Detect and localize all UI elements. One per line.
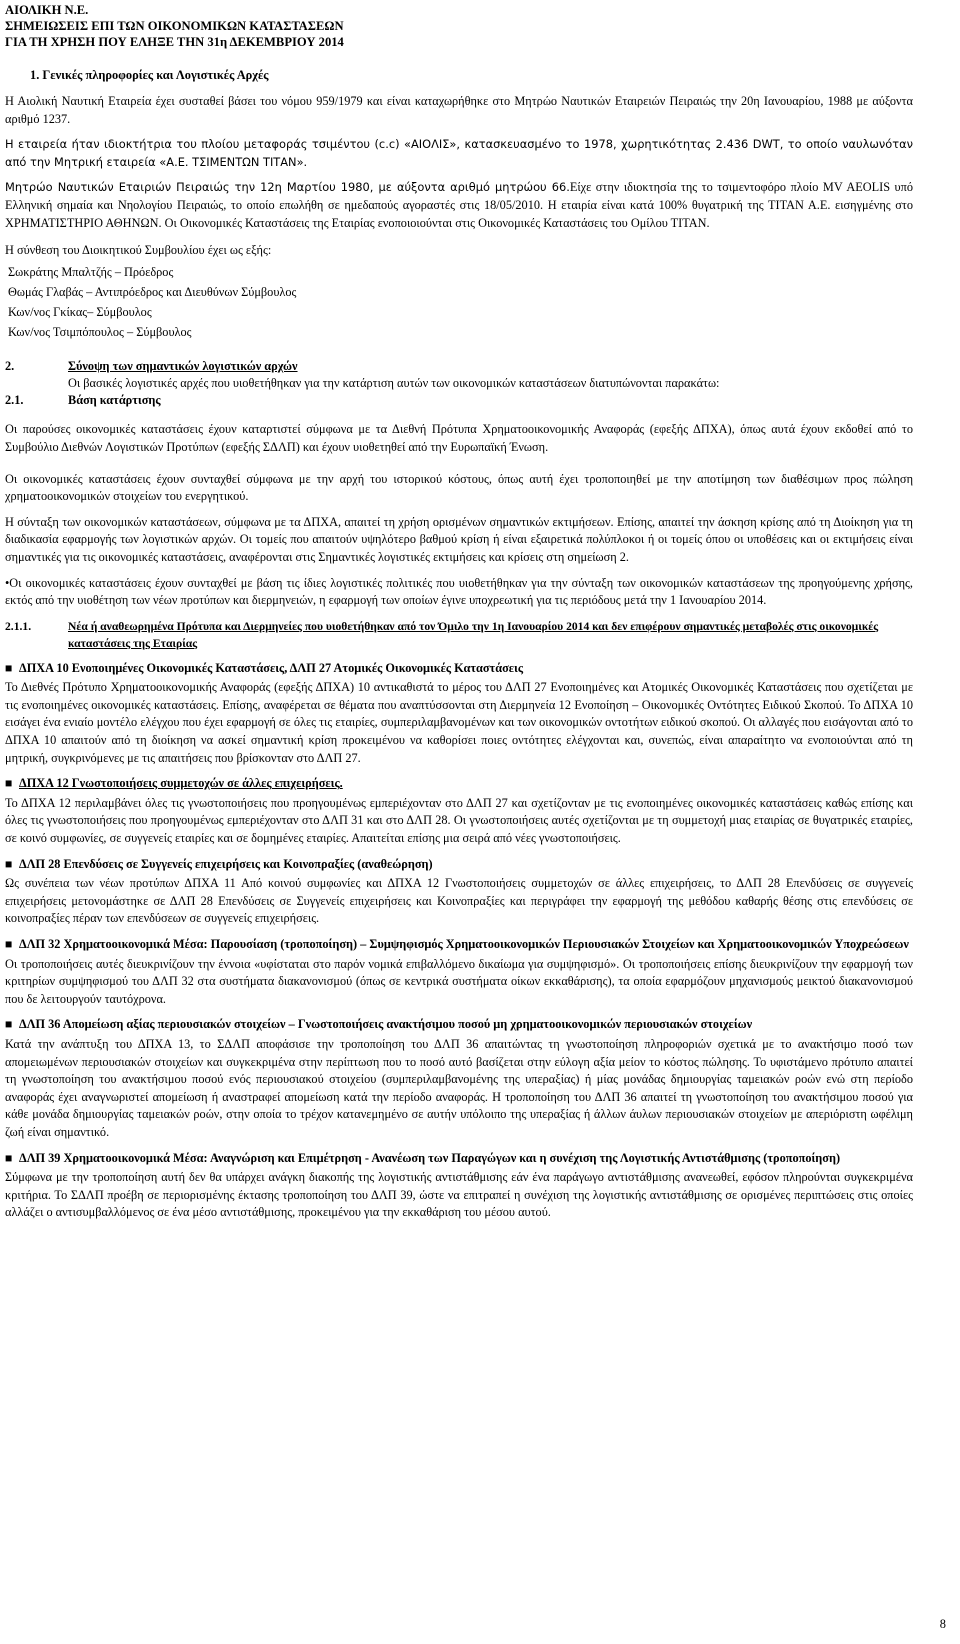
- standard-body-ias39: Σύμφωνα με την τροποποίηση αυτή δεν θα υπάρχει ανάγκη διακοπής της λογιστικής αντιστάθμισης εάν ένα παράγωγο αντιστάθμισης ανανεωθεί, εφόσον πληρούνται συγκεκριμένα κριτήρια. Το ΣΔΛΠ προέβη σε περιορισμένης έκτασης τροποποίηση του ΔΛΠ 39, ώστε να επιτραπεί η συνέχιση της λογιστικής αντιστάθμισης σε ορισμένες περιπτώσεις στις οποίες αλλάζει ο αντισυμβαλλόμενος σε ένα μέσο αντιστάθμισης, προκειμένου για την εκκαθάριση του μέσου αυτού.: [5, 1170, 913, 1220]
- basis-paragraph-3: Η σύνταξη των οικονομικών καταστάσεων, σύμφωνα με τα ΔΠΧΑ, απαιτεί τη χρήση ορισμένων σημαντικών εκτιμήσεων. Επίσης, απαιτεί την άσκηση κρίσης από τη Διοίκηση για τη διαδικασία εφαρμογής των λογιστικών αρχών. Οι τομείς που απαιτούν υψηλότερο βαθμού κρίση ή είναι εξαιρετικά πολύπλοκοι ή οι τομείς όπου οι υποθέσεις και οι εκτιμήσεις είναι σημαντικές για τις οικονομικές καταστάσεις, αναφέρονται στις Σημαντικές λογιστικές εκτιμήσεις και κρίσεις στη σημείωση 2.: [5, 514, 913, 564]
- board-member: Κων/νος Τσιμπόπουλος – Σύμβουλος: [8, 324, 192, 339]
- ownership-text: Είχε στην ιδιοκτησία της το τσιμεντοφόρο πλοίο MV AEOLIS υπό Ελληνική σημαία και Νηολογίου Πειραιώς, το οποίο επωλήθη σε ημεδαπούς αγοραστές στις 18/05/2010.: [5, 180, 913, 212]
- standard-title-text: ΔΠΧΑ 10 Ενοποιημένες Οικονομικές Καταστάσεις, ΔΛΠ 27 Ατομικές Οικονομικές Καταστάσεις: [19, 660, 524, 675]
- basis-paragraph-1: Οι παρούσες οικονομικές καταστάσεις έχουν καταρτιστεί σύμφωνα με τα Διεθνή Πρότυπα Χρηματοοικονομικής Αναφοράς (εφεξής ΔΠΧΑ), όπως αυτά έχουν εκδοθεί από το Συμβούλιο Διεθνών Λογιστικών Προτύπων (εφεξής ΣΔΛΠ) και έχουν υιοθετηθεί από την Ευρωπαϊκή Ένωση.: [5, 422, 913, 454]
- document-title-line-2: ΓΙΑ ΤΗ ΧΡΗΣΗ ΠΟΥ ΕΛΗΞΕ ΤΗΝ 31η ΔΕΚΕΜΒΡΙΟΥ 2014: [5, 35, 344, 49]
- bullet-icon: ■: [5, 776, 13, 791]
- section-2-number: 2.: [5, 358, 15, 373]
- section-1-title: 1. Γενικές πληροφορίες και Λογιστικές Αρχές: [30, 68, 269, 82]
- standard-title-ifrs10: [5, 660, 913, 678]
- standard-title-ias28: [5, 856, 913, 874]
- standard-body-ifrs10: Το Διεθνές Πρότυπο Χρηματοοικονομικής Αναφοράς (εφεξής ΔΠΧΑ) 10 αντικαθιστά το μέρος του ΔΛΠ 27 Ενοποιημένες και Ατομικές Οικονομικές Καταστάσεις που σχετίζεται με τις ενοποιημένες οικονομικές καταστάσεις. Επίσης, αναφέρεται σε θέματα που αναπτύσσονται στη Διερμηνεία 12 Ενοποίηση – Οικονομικές Οντότητες Ειδικού Σκοπού. Το ΔΠΧΑ 10 εισάγει ένα ενιαίο μοντέλο ελέγχου που έχει εφαρμογή σε όλες τις εταιρίες, συμπεριλαμβανομένων και των οικονομικών οντοτήτων ειδικού σκοπού. Οι αλλαγές που εισάγονται από το ΔΠΧΑ 10 απαιτούν από τη διοίκηση να ασκεί σημαντική κρίση προκειμένου να καθορίσει ποιες οντότητες ελέγχονται και, συνεπώς, είναι απαραίτητο να ενοποιούνται από τη μητρική, συγκρινόμενες με τις απαιτήσεις που βρίσκονταν στο ΔΛΠ 27.: [5, 680, 913, 765]
- company-name: ΑΙΟΛΙΚΗ Ν.Ε.: [5, 3, 89, 17]
- board-members-list: [8, 262, 913, 342]
- standard-title-ifrs12: [5, 775, 913, 793]
- document-content: [5, 2, 913, 1230]
- registry-text: Μητρώο Ναυτικών Εταιριών Πειραιώς την 12η Μαρτίου 1980, με αύξοντα αριθμό μητρώου 66.: [5, 180, 570, 195]
- standard-title-ias39: [5, 1150, 913, 1168]
- section-2-intro: Οι βασικές λογιστικές αρχές που υιοθετήθηκαν για την κατάρτιση αυτών των οικονομικών καταστάσεων διατυπώνονται παρακάτω:: [68, 375, 720, 390]
- board-member: Θωμάς Γλαβάς – Αντιπρόεδρος και Διευθύνων Σύμβουλος: [8, 284, 297, 299]
- section-2-1-1-number: 2.1.1.: [5, 619, 32, 633]
- bullet-icon: ■: [5, 856, 13, 871]
- section-1-paragraph-3: [5, 179, 913, 232]
- bullet-icon: ■: [5, 1017, 13, 1032]
- board-member: Κων/νος Γκίκας– Σύμβουλος: [8, 304, 152, 319]
- page-number: 8: [939, 1617, 946, 1631]
- standard-body-ias32: Οι τροποποιήσεις αυτές διευκρινίζουν την έννοια «υφίσταται στο παρόν νομικά επιβαλλόμενο δικαίωμα για συμψηφισμό». Οι τροποποιήσεις επίσης διευκρινίζουν την εφαρμογή των κριτηρίων συμψηφισμού του ΔΛΠ 32 στα συστήματα διακανονισμού (όπως σε κεντρικά συστήματα οίκων εκκαθάρισης), τα οποία εφαρμόζουν μηχανισμούς μεικτού διακανονισμού που δε λειτουργούν ταυτόχρονα.: [5, 956, 913, 1006]
- standard-title-text: ΔΛΠ 39 Χρηματοοικονομικά Μέσα: Αναγνώριση και Επιμέτρηση - Ανανέωση των Παραγώγων και η συνέχιση της Λογιστικής Αντιστάθμισης (τροποποίηση): [19, 1150, 841, 1165]
- board-member: Σωκράτης Μπαλτζής – Πρόεδρος: [8, 264, 174, 279]
- section-2-1-heading: [5, 392, 913, 409]
- standard-title-text: ΔΛΠ 32 Χρηματοοικονομικά Μέσα: Παρουσίαση (τροποποίηση) – Συμψηφισμός Χρηματοοικονομικών Περιουσιακών Στοιχείων και Χρηματοοικονομικών Υποχρεώσεων: [19, 937, 909, 951]
- board-intro: Η σύνθεση του Διοικητικού Συμβουλίου έχει ως εξής:: [5, 243, 272, 258]
- bullet-icon: ■: [5, 660, 13, 675]
- standard-title-text: ΔΛΠ 36 Απομείωση αξίας περιουσιακών στοιχείων – Γνωστοποιήσεις ανακτήσιμου ποσού μη χρηματοοικονομικών περιουσιακών στοιχείων: [19, 1017, 753, 1032]
- section-2-title: Σύνοψη των σημαντικών λογιστικών αρχών: [68, 358, 298, 373]
- section-2-1-1-title: Νέα ή αναθεωρημένα Πρότυπα και Διερμηνείες που υιοθετήθηκαν από τον Όμιλο την 1η Ιανουαρίου 2014 και δεν επιφέρουν σημαντικές μεταβολές στις οικονομικές καταστάσεις της Εταιρίας: [68, 619, 879, 650]
- section-2-1-1-heading: [5, 618, 913, 652]
- standard-title-text: ΔΛΠ 28 Επενδύσεις σε Συγγενείς επιχειρήσεις και Κοινοπραξίες (αναθεώρηση): [19, 856, 433, 871]
- document-title-line-1: ΣΗΜΕΙΩΣΕΙΣ ΕΠΙ ΤΩΝ ΟΙΚΟΝΟΜΙΚΩΝ ΚΑΤΑΣΤΑΣΕΩΝ: [5, 19, 344, 33]
- section-1-paragraph-1: Η Αιολική Ναυτική Εταιρεία έχει συσταθεί βάσει του νόμου 959/1979 και είναι καταχωρήθηκε στο Μητρώο Ναυτικών Εταιρειών Πειραιώς την 20η Ιανουαρίου, 1988 με αύξοντα αριθμό 1237.: [5, 94, 913, 126]
- standard-body-ias28: Ως συνέπεια των νέων προτύπων ΔΠΧΑ 11 Από κοινού συμφωνίες και ΔΠΧΑ 12 Γνωστοποιήσεις συμμετοχών σε άλλες επιχειρήσεις, το ΔΛΠ 28 Επενδύσεις σε συγγενείς επιχειρήσεις μετονομάστηκε σε ΔΛΠ 28 Επενδύσεις σε Συγγενείς επιχειρήσεις και Κοινοπραξίες και περιγράφει την εφαρμογή της μεθόδου καθαρής θέσης στις επενδύσεις σε κοινοπραξίες πέραν των επενδύσεων σε συγγενείς επιχειρήσεις.: [5, 876, 913, 926]
- bullet-icon: ■: [5, 1150, 13, 1165]
- standard-title-ias32: [5, 936, 913, 954]
- standard-title-text: ΔΠΧΑ 12 Γνωστοποιήσεις συμμετοχών σε άλλες επιχειρήσεις.: [19, 776, 343, 791]
- section-2-1-number: 2.1.: [5, 393, 24, 408]
- basis-paragraph-2: Οι οικονομικές καταστάσεις έχουν συνταχθεί σύμφωνα με την αρχή του ιστορικού κόστους, όπως αυτή έχει τροποποιηθεί με την αποτίμηση των διαθέσιμων προς πώληση χρηματοοικονομικών στοιχείων του ενεργητικού.: [5, 471, 913, 504]
- section-2-heading: [5, 358, 913, 375]
- standard-title-ias36: [5, 1016, 913, 1034]
- bullet-icon: ■: [5, 937, 13, 951]
- standard-body-ifrs12: Το ΔΠΧΑ 12 περιλαμβάνει όλες τις γνωστοποιήσεις που προηγουμένως εμπεριέχονταν στο ΔΛΠ 27 και σχετίζονταν με τις ενοποιημένες οικονομικές καταστάσεις καθώς επίσης και όλες τις γνωστοποιήσεις που προηγουμένως εμπεριέχονταν στο ΔΛΠ 31 και στο ΔΛΠ 28. Οι γνωστοποιήσεις αυτές σχετίζονται με τη συμμετοχή μιας εταιρίας σε θυγατρικές εταιρίες, σε κοινό συμφωνίες, σε συγγενείς εταιρίες και σε δομημένες εταιρίες. Απαιτείται επίσης μια σειρά από νέες γνωστοποιήσεις.: [5, 795, 913, 846]
- standard-body-ias36: Κατά την ανάπτυξη του ΔΠΧΑ 13, το ΣΔΛΠ αποφάσισε την τροποποίηση του ΔΛΠ 36 απαιτώντας τη γνωστοποίηση πληροφοριών σχετικά με το ανακτήσιμο ποσό των απομειωμένων περιουσιακών στοιχείων και συγκεκριμένα στην περίπτωση που το ποσό αυτό βασίζεται στην εύλογη αξία μείον το κόστος πώλησης. Το υφιστάμενο πρότυπο απαιτεί τη γνωστοποίηση του ανακτήσιμου ποσού ενός περιουσιακού στοιχείου (συμπεριλαμβανομένης της υπεραξίας) ή μίας μονάδας δημιουργίας ταμειακών ροών ενώ στη περίοδο αναφοράς έχει αναγνωριστεί απομείωση ή αναστραφεί απομείωση κατά την περίοδο αναφοράς. Η τροποποίηση του ΔΛΠ 36 απαιτεί τη γνωστοποίηση του ανακτήσιμου ποσού για κάθε μονάδα δημιουργίας ταμειακών ροών, στην οποία το τρέχον κατανεμημένο σε αυτήν υπόλοιπο της υπεραξίας ή άλλων άυλων περιουσιακών στοιχείων με απεριόριστη ωφέλιμη ζωή είναι σημαντικό.: [5, 1036, 913, 1139]
- basis-paragraph-4: •Οι οικονομικές καταστάσεις έχουν συνταχθεί με βάση τις ίδιες λογιστικές πολιτικές που υιοθετήθηκαν για την σύνταξη των οικονομικών καταστάσεων της προηγούμενης χρήσης, εκτός από την υιοθέτηση των νέων προτύπων και διερμηνειών, η εφαρμογή των οποίων έγινε υποχρεωτική για τις περιόδους μετά την 1 Ιανουαρίου 2014.: [5, 575, 913, 608]
- subsidiary-text: Η εταιρία είναι κατά 100% θυγατρική της ΤΙΤΑΝ Α.Ε. εισηγμένης στο ΧΡΗΜΑΤΙΣΤΗΡΙΟ ΑΘΗΝΩΝ. Οι Οικονομικές Καταστάσεις της Εταιρίας ενοποιοιούνται στις Οικονομικές Καταστάσεις του Ομίλου ΤΙΤΑΝ.: [5, 197, 913, 230]
- section-2-1-title: Βάση κατάρτισης: [68, 393, 161, 408]
- section-1-paragraph-2: Η εταιρεία ήταν ιδιοκτήτρια του πλοίου μεταφοράς τσιμέντου (c.c) «ΑΙΟΛΙΣ», κατασκευασμένο το 1978, χωρητικότητας 2.436 DWT, το οποίο ναυλωνόταν από την Μητρική εταιρεία «Α.Ε. ΤΣΙΜΕΝΤΩΝ ΤΙΤΑΝ».: [5, 137, 913, 169]
